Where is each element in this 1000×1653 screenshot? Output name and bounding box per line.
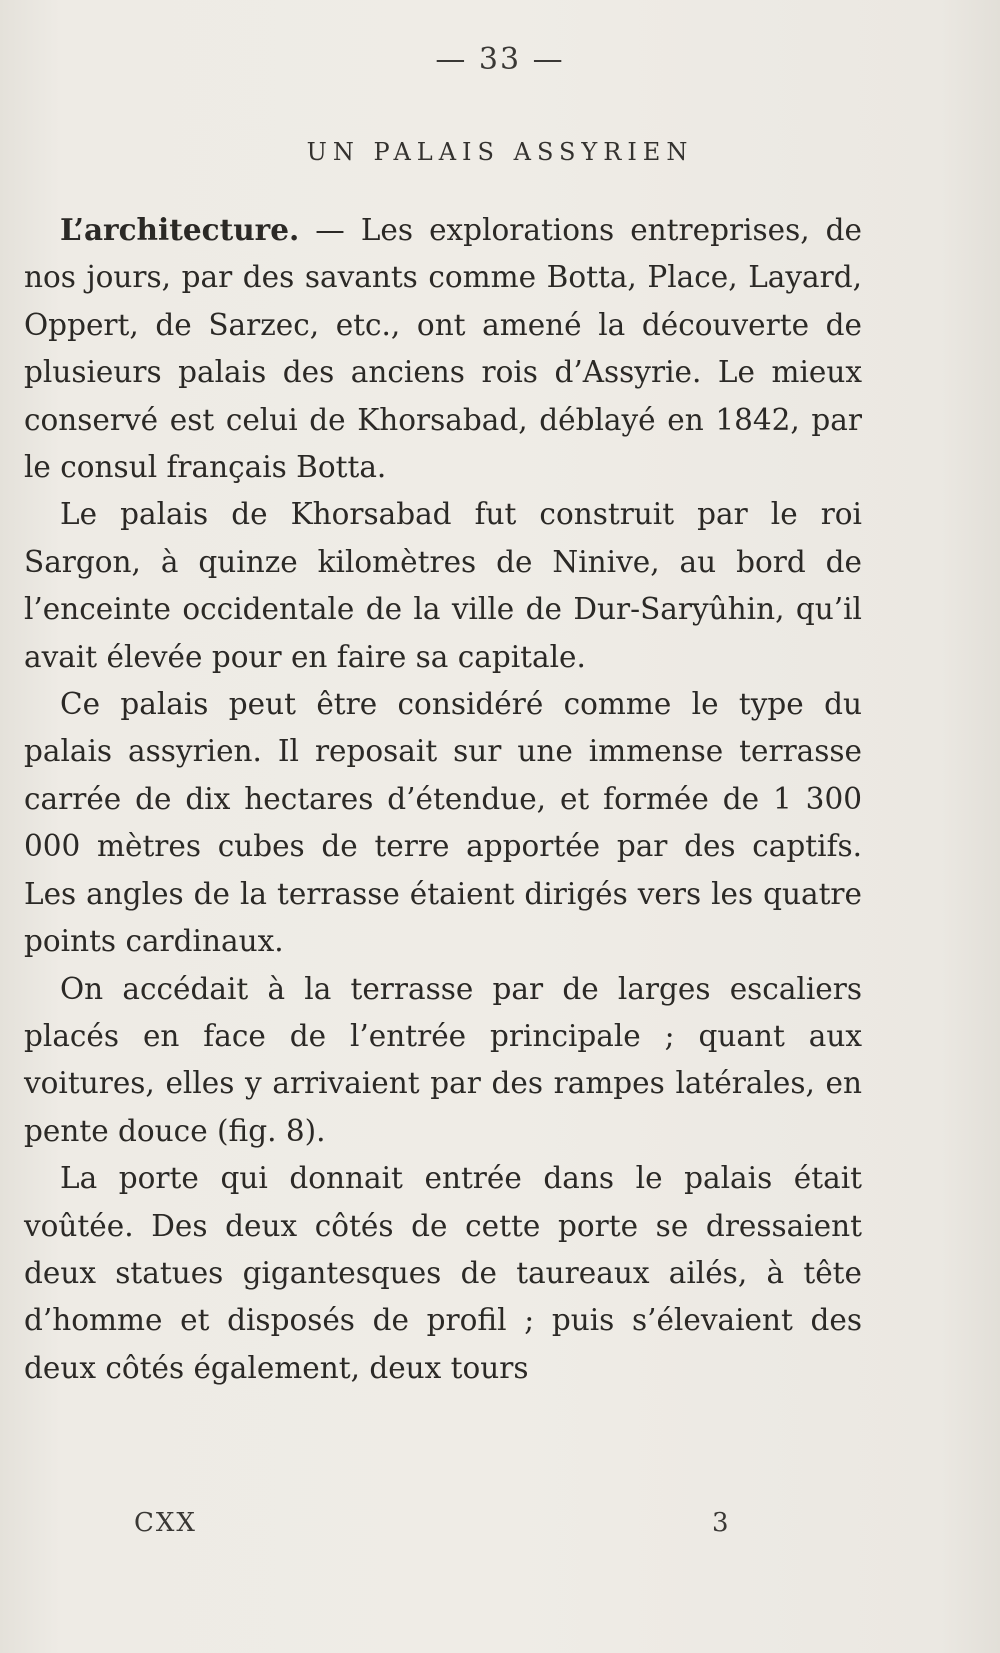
paragraph-text: — Les explorations entreprises, de nos jours, par des savants comme Botta, Place, Layard, Oppert, de Sarzec, etc., ont amené la découverte de plusieurs palais des anciens rois d’Assyrie. Le mieux conservé est celui de Khorsabad, déblayé en 1842, par le consul français Botta. xyxy=(24,213,862,485)
chapter-title: UN PALAIS ASSYRIEN xyxy=(306,138,694,166)
paragraph-porte: La porte qui donnait entrée dans le palais était voûtée. Des deux côtés de cette porte se dressaient deux statues gigantesques de taureaux ailés, à tête d’homme et disposés de profil ; puis s’élevaient des deux côtés également, deux tours xyxy=(24,1161,862,1385)
signature-mark: CXX xyxy=(134,1508,197,1538)
paragraph-khorsabad: Le palais de Khorsabad fut construit par le roi Sargon, à quinze kilomètres de Ninive, au bord de l’enceinte occidentale de la ville de Dur-Saryûhin, qu’il avait élevée pour en faire sa capitale. xyxy=(24,497,862,674)
page-number: — 33 — xyxy=(435,42,565,77)
gathering-number: 3 xyxy=(712,1508,729,1538)
paragraph-escaliers: On accédait à la terrasse par de larges escaliers placés en face de l’entrée principale ; quant aux voitures, elles y arrivaient par des rampes latérales, en pente douce (fig. 8). xyxy=(24,971,862,1148)
paragraph-lead-heading: L’architecture. xyxy=(60,212,300,247)
body-text xyxy=(24,206,862,1392)
paragraph-terrasse: Ce palais peut être considéré comme le type du palais assyrien. Il reposait sur une immense terrasse carrée de dix hectares d’étendue, et formée de 1 300 000 mètres cubes de terre apportée par des captifs. Les angles de la terrasse étaient dirigés vers les quatre points cardinaux. xyxy=(24,687,862,959)
paragraph-architecture xyxy=(24,206,862,491)
